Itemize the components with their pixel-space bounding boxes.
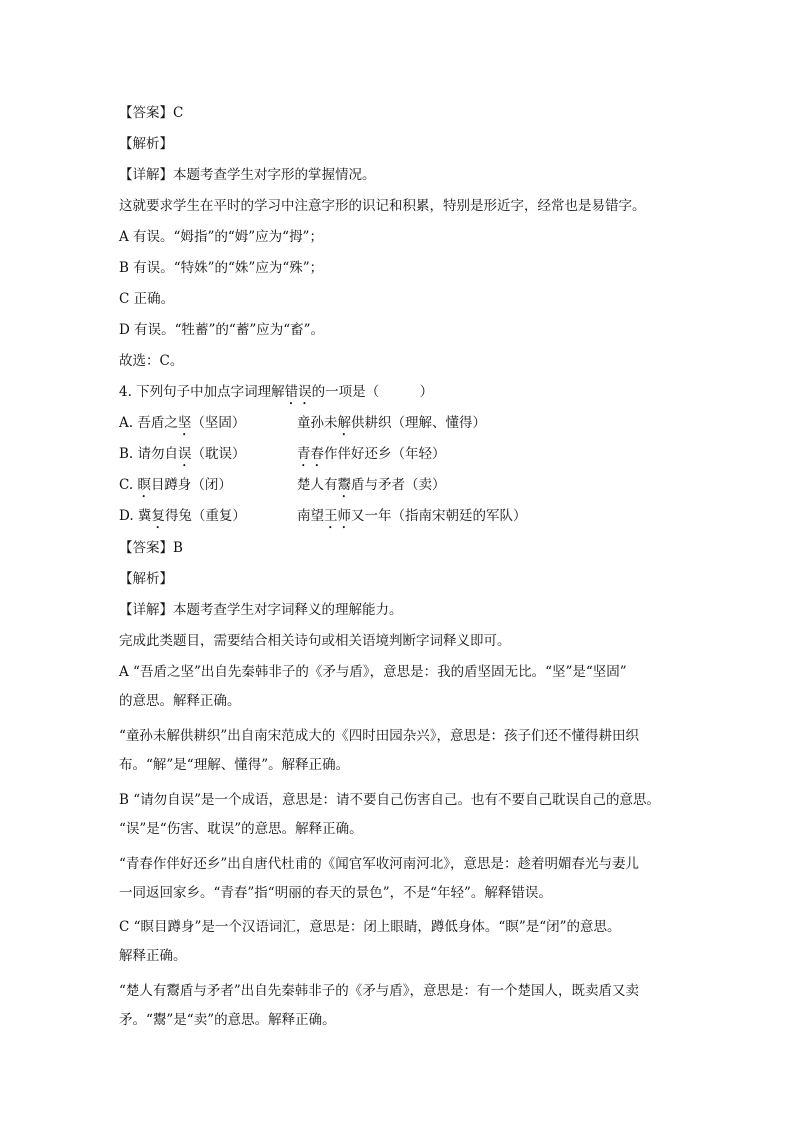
- option-a-right: 童孙未解供耕织（理解、懂得）: [297, 415, 486, 431]
- para-c-line1: C “瞑目蹲身”是一个汉语词汇，意思是：闭上眼睛，蹲低身体。“瞑”是“闭”的意思。: [119, 919, 621, 935]
- detail-q4: 【详解】本题考查学生对字词释义的理解能力。: [119, 602, 403, 618]
- option-a-left: A. 吾盾之坚（坚固）: [119, 415, 246, 431]
- para-b-line1: B “请勿自误”是一个成语，意思是：请不要自己伤害自己。也有不要自己耽误自己的意思。: [119, 792, 661, 808]
- option-d-left: D. 冀复得兔（重复）: [119, 508, 246, 524]
- para-a2-line1: “童孙未解供耕织”出自南宋范成大的《四时田园杂兴》，意思是：孩子们还不懂得耕田织: [119, 728, 640, 744]
- choice-q3: 故选：C。: [119, 353, 184, 369]
- para-c2-line1: “楚人有鬻盾与矛者”出自先秦韩非子的《矛与盾》，意思是：有一个楚国人，既卖盾又卖: [119, 983, 640, 999]
- option-d-right: 南望王师又一年（指南宋朝廷的军队）: [297, 508, 527, 524]
- explanation-line: 这就要求学生在平时的学习中注意字形的识记和积累，特别是形近字，经常也是易错字。: [119, 198, 646, 214]
- analysis-label-q3: 【解析】: [119, 136, 173, 152]
- para-c-line2: 解释正确。: [119, 948, 187, 964]
- option-b-left: B. 请勿自误（耽误）: [119, 446, 246, 462]
- option-c-explanation: C 正确。: [119, 291, 175, 307]
- para-c2-line2: 矛。“鬻”是“卖”的意思。解释正确。: [119, 1012, 336, 1028]
- option-a-explanation: A 有误。“姆指”的“姆”应为“拇”；: [119, 229, 323, 245]
- para-a2-line2: 布。“解”是“理解、懂得”。解释正确。: [119, 757, 350, 773]
- option-d-explanation: D 有误。“牲蓄”的“蓄”应为“畜”。: [119, 322, 325, 338]
- answer-label-q4: 【答案】B: [119, 540, 183, 556]
- para-a-line1: A “吾盾之坚”出自先秦韩非子的《矛与盾》，意思是：我的盾坚固无比。“坚”是“坚固”: [119, 664, 627, 680]
- option-c-right: 楚人有鬻盾与矛者（卖）: [297, 477, 446, 493]
- para-b2-line2: 一同返回家乡。“青春”指“明丽的春天的景色”，不是“年轻”。解释错误。: [119, 885, 552, 901]
- detail-q3: 【详解】本题考查学生对字形的掌握情况。: [119, 167, 376, 183]
- option-b-right: 青春作伴好还乡（年轻）: [297, 446, 446, 462]
- analysis-label-q4: 【解析】: [119, 571, 173, 587]
- option-c-left: C. 瞑目蹲身（闭）: [119, 477, 232, 493]
- para-b2-line1: “青春作伴好还乡”出自唐代杜甫的《闻官军收河南河北》，意思是：趁着明媚春光与妻儿: [119, 856, 640, 872]
- answer-label-q3: 【答案】C: [119, 105, 184, 121]
- method-line: 完成此类题目，需要结合相关诗句或相关语境判断字词释义即可。: [119, 633, 511, 649]
- para-b-line2: “误”是“伤害、耽误”的意思。解释正确。: [119, 821, 363, 837]
- option-b-explanation: B 有误。“特姝”的“姝”应为“殊”；: [119, 260, 324, 276]
- para-a-line2: 的意思。解释正确。: [119, 693, 241, 709]
- question-4-stem: 4. 下列句子中加点字词理解错误的一项是（ ）: [119, 384, 434, 400]
